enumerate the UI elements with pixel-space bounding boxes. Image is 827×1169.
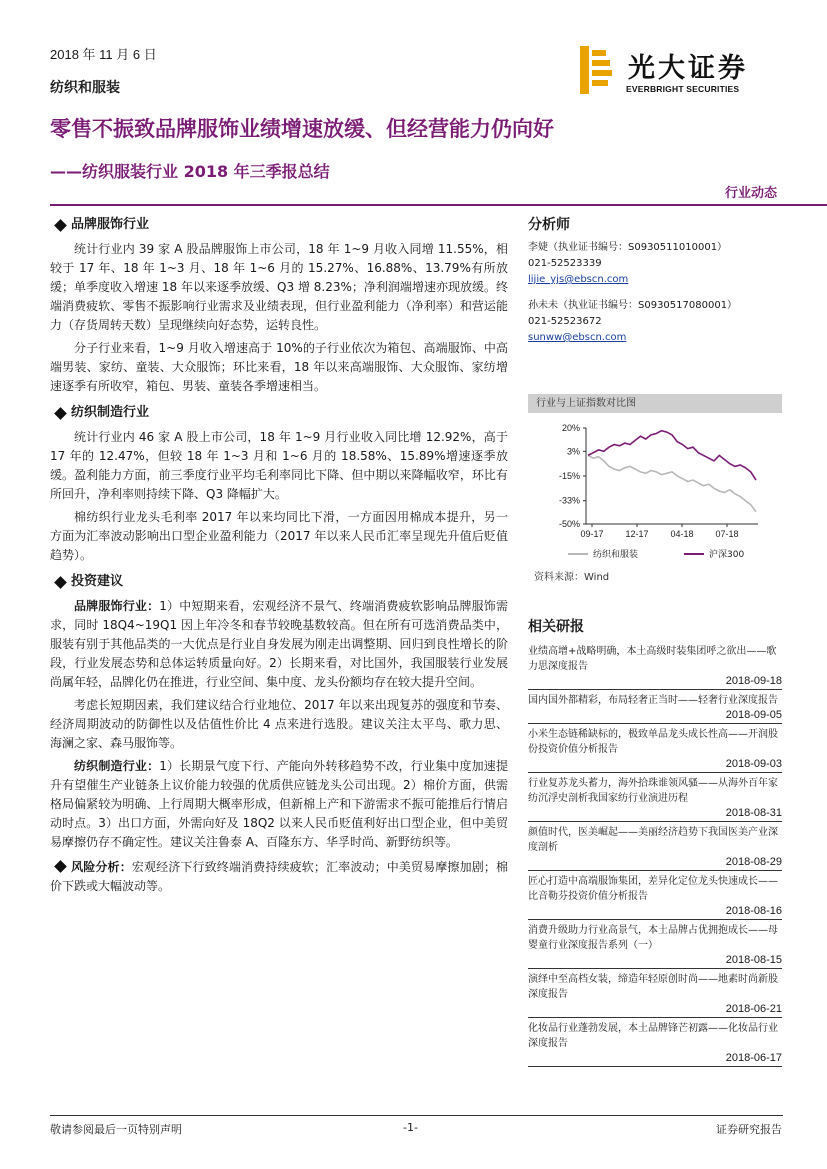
logo-english-name: EVERBRIGHT SECURITIES xyxy=(626,84,740,94)
logo-chinese-name: 光大证券 xyxy=(628,53,748,84)
analyst-email-link[interactable]: lijie_yjs@ebscn.com xyxy=(528,274,629,285)
related-report-date: 2018-09-05 xyxy=(528,708,782,724)
everbright-logo-icon xyxy=(580,46,614,94)
y-tick-label: -33% xyxy=(558,495,580,506)
company-logo xyxy=(580,46,780,98)
comparison-chart xyxy=(528,394,782,584)
diamond-bullet-icon xyxy=(54,407,67,420)
related-report-item[interactable] xyxy=(528,693,782,724)
related-report-item[interactable] xyxy=(528,825,782,871)
related-report-item[interactable] xyxy=(528,727,782,773)
related-report-date: 2018-08-31 xyxy=(528,806,782,822)
body-paragraph: 分子行业来看，1~9 月收入增速高于 10%的子行业依次为箱包、高端服饰、中高端男装、家纺、童装、大众服饰；环比来看，18 年以来高端服饰、大众服饰、家纺增速逐季有所收窄，箱包、男装、童装各季增速相当。 xyxy=(50,341,508,393)
analyst-cert: （执业证书编号：S0930511010001） xyxy=(548,242,728,253)
related-report-date: 2018-08-15 xyxy=(528,953,782,969)
related-report-item[interactable] xyxy=(528,776,782,822)
analyst-card xyxy=(528,298,782,346)
related-report-title[interactable]: 消费升级助力行业高景气，本土品牌占优拥抱成长——母婴童行业深度报告系列（一） xyxy=(528,925,778,951)
related-report-date: 2018-09-03 xyxy=(528,757,782,773)
analyst-heading: 分析师 xyxy=(528,217,570,233)
body-paragraph: 考虑长短期因素，我们建议结合行业地位、2017 年以来出现复苏的强度和节奏、经济周期波动的防御性以及估值性价比 4 点来进行选股。建议关注太平鸟、歌力思、海澜之家、森马服饰等。 xyxy=(50,698,508,750)
related-report-item[interactable] xyxy=(528,644,782,690)
header-divider xyxy=(50,204,827,206)
main-content xyxy=(50,214,508,896)
related-report-date: 2018-09-18 xyxy=(528,674,782,690)
analyst-phone: 021-52523672 xyxy=(528,316,602,327)
related-report-date: 2018-06-17 xyxy=(528,1051,782,1067)
related-report-item[interactable] xyxy=(528,1021,782,1067)
body-paragraph: 统计行业内 46 家 A 股上市公司，18 年 1~9 月行业收入同比增 12.92%，高于 17 年的 12.47%，但较 18 年 1~3 月和 1~6 月的 18.58%、15.89%增速逐季放缓。盈利能力方面，前三季度行业平均毛利率同比下降、但中期以来降幅收窄，环比有所回升，净利率则持续下降、Q3 降幅扩大。 xyxy=(50,430,508,501)
body-paragraph: 纺织制造行业：1）长期景气度下行、产能向外转移趋势不改，行业集中度加速提升有望催生产业链条上议价能力较强的优质供应链龙头公司出现。2）棉价方面，供需格局偏紧较为明确、上行周期大概率形成，但新棉上产和下游需求不振可能推后行情启动时点。3）出口方面，外需向好及 18Q2 以来人民币贬值利好出口型企业，但中美贸易摩擦仍存不确定性。建议关注鲁泰 A、百隆东方、华孚时尚、新野纺织等。 xyxy=(50,759,508,849)
analyst-phone: 021-52523339 xyxy=(528,258,602,269)
legend-label: 纺织和服装 xyxy=(593,550,639,560)
y-tick-label: 20% xyxy=(561,423,580,433)
x-tick-label: 12-17 xyxy=(625,529,649,539)
footer-divider xyxy=(50,1115,783,1116)
related-report-title[interactable]: 匠心打造中高端服饰集团，差异化定位龙头快速成长——比音勒芬投资价值分析报告 xyxy=(528,876,778,902)
related-report-title[interactable]: 化妆品行业蓬勃发展，本土品牌锋芒初露——化妆品行业深度报告 xyxy=(528,1023,778,1049)
analyst-name: 李婕 xyxy=(528,242,548,253)
diamond-bullet-icon xyxy=(54,219,67,232)
y-tick-label: -15% xyxy=(558,471,580,481)
related-heading: 相关研报 xyxy=(528,619,584,635)
paragraph-lead: 纺织制造行业： xyxy=(74,759,160,773)
report-type: 行业动态 xyxy=(724,186,777,201)
analyst-card xyxy=(528,240,782,288)
related-report-title[interactable]: 颜值时代，医美崛起——美丽经济趋势下我国医美产业深度剖析 xyxy=(528,827,778,853)
related-report-title[interactable]: 国内国外都精彩，布局轻奢正当时——轻奢行业深度报告 xyxy=(528,695,778,706)
paragraph-lead: 品牌服饰行业： xyxy=(74,599,160,613)
related-report-title[interactable]: 演绎中至高档女装，缔造年轻原创时尚——地素时尚新股深度报告 xyxy=(528,974,778,1000)
related-report-title[interactable]: 业绩高增+战略明确，本土高级时装集团呼之欲出——歌力思深度报告 xyxy=(528,646,777,672)
report-subtitle: ——纺织服装行业 2018 年三季报总结 xyxy=(50,162,330,181)
related-report-item[interactable] xyxy=(528,972,782,1018)
related-report-item[interactable] xyxy=(528,923,782,969)
related-report-date: 2018-08-16 xyxy=(528,904,782,920)
legend-label: 沪深300 xyxy=(709,550,745,560)
footer-disclaimer: 敬请参阅最后一页特别声明 xyxy=(50,1123,182,1136)
diamond-bullet-icon xyxy=(54,576,67,589)
analyst-panel xyxy=(528,214,782,346)
related-report-title[interactable]: 小米生态链稀缺标的，极致单品龙头成长性高——开润股份投资价值分析报告 xyxy=(528,729,778,755)
analyst-name: 孙未未 xyxy=(528,300,558,311)
body-paragraph: 统计行业内 39 家 A 股品牌服饰上市公司，18 年 1~9 月收入同增 11.55%，相较于 17 年、18 年 1~3 月、18 年 1~6 月的 15.27%、16.88%、13.79%有所放缓；单季度收入增速 18 年以来逐季放缓、Q3 增 8.23%；净利润端增速亦现放缓。终端消费疲软、零售不振影响行业需求及业绩表现，但行业盈利能力（净利率）和营运能力（存货周转天数）呈现继续向好态势，运转良性。 xyxy=(50,242,508,332)
line-chart xyxy=(528,414,782,584)
x-tick-label: 09-17 xyxy=(580,529,604,539)
related-reports xyxy=(528,616,782,1070)
related-report-date: 2018-08-29 xyxy=(528,855,782,871)
chart-title: 行业与上证指数对比图 xyxy=(528,394,782,413)
y-tick-label: -50% xyxy=(558,519,580,529)
related-report-item[interactable] xyxy=(528,874,782,920)
chart-source: 资料来源：Wind xyxy=(534,572,610,583)
sector-label: 纺织和服装 xyxy=(50,80,120,96)
related-report-title[interactable]: 行业复苏龙头蓄力，海外拾珠谁领风骚——从海外百年家纺沉浮史剖析我国家纺行业演进历程 xyxy=(528,778,778,804)
risk-paragraph: 风险分析：宏观经济下行致终端消费持续疲软；汇率波动；中美贸易摩擦加剧；棉价下跌或大幅波动等。 xyxy=(50,860,508,893)
section-heading: 品牌服饰行业 xyxy=(50,214,508,236)
analyst-email-link[interactable]: sunww@ebscn.com xyxy=(528,332,627,343)
report-title: 零售不振致品牌服饰业绩增速放缓、但经营能力仍向好 xyxy=(50,117,554,141)
y-tick-label: 3% xyxy=(566,446,580,457)
footer-report-label: 证券研究报告 xyxy=(716,1123,782,1136)
section-heading: 纺织制造行业 xyxy=(50,402,508,424)
report-date: 2018 年 11 月 6 日 xyxy=(50,47,157,62)
diamond-bullet-icon xyxy=(54,860,67,873)
x-tick-label: 07-18 xyxy=(715,529,739,539)
body-paragraph: 棉纺织行业龙头毛利率 2017 年以来均同比下滑，一方面因用棉成本提升，另一方面为汇率波动影响出口型企业盈利能力（2017 年以来人民币汇率呈现先升值后贬值趋势）。 xyxy=(50,510,508,562)
section-heading: 投资建议 xyxy=(50,571,508,593)
page-number: -1- xyxy=(403,1121,418,1134)
x-tick-label: 04-18 xyxy=(670,529,694,539)
related-report-date: 2018-06-21 xyxy=(528,1002,782,1018)
body-paragraph: 品牌服饰行业：1）中短期来看，宏观经济不景气、终端消费疲软影响品牌服饰需求，同时 18Q4~19Q1 因上年冷冬和春节较晚基数较高。但在所有可选消费品类中，服装有别于其他品类的一大优点是行业自身发展为刚走出调整期、回归到良性增长的阶段，行业发展态势和总体运转质量向好。2）长期来看，对比国外，我国服装行业发展尚属年轻，品牌化仍在推进，行业空间、集中度、龙头份额均存在较大提升空间。 xyxy=(50,599,508,689)
analyst-cert: （执业证书编号：S0930517080001） xyxy=(558,300,738,311)
